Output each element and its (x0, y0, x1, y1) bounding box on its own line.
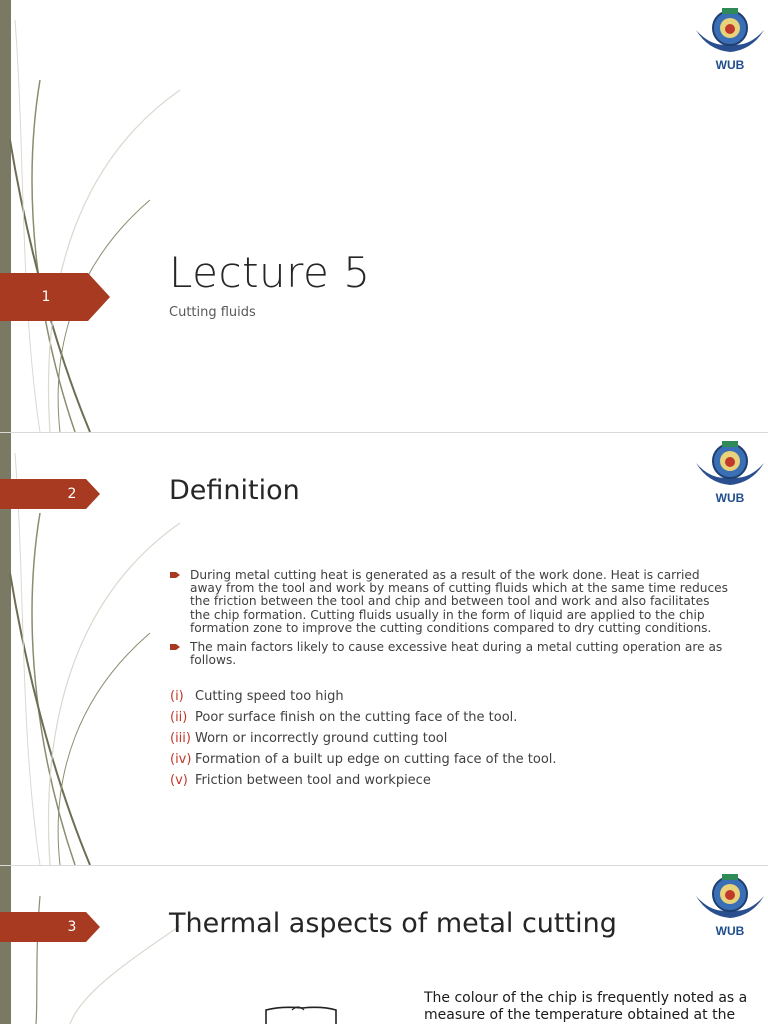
slide-title: Definition (169, 475, 300, 506)
logo-text: WUB (715, 924, 745, 938)
decorative-curves (0, 0, 200, 432)
slide-number: 3 (67, 919, 77, 935)
slide-1 (0, 0, 768, 432)
slide-number: 1 (41, 289, 51, 305)
factor-numeral: (i) (170, 689, 184, 704)
slide-title: Lecture 5 (169, 248, 371, 297)
slide-number-tag (0, 273, 110, 321)
bullet-item (170, 641, 730, 667)
factor-item (170, 749, 730, 770)
slide-number-tag (0, 479, 100, 509)
bullet-list (170, 569, 730, 673)
bullet-text: The main factors likely to cause excessive heat during a metal cutting operation are as follows. (190, 640, 723, 668)
factor-numeral: (iii) (170, 731, 191, 746)
chip-sketch-image (262, 1002, 342, 1024)
factor-text: Worn or incorrectly ground cutting tool (195, 731, 448, 746)
factor-list (170, 686, 730, 791)
factor-text: Poor surface finish on the cutting face of the tool. (195, 710, 518, 725)
slide-number: 2 (67, 486, 77, 502)
slide-title: Thermal aspects of metal cutting (169, 908, 617, 939)
wub-logo (692, 437, 768, 507)
factor-numeral: (iv) (170, 752, 192, 767)
slide-2 (0, 433, 768, 865)
body-paragraph: The colour of the chip is frequently noted as a measure of the temperature obtained at the (424, 990, 748, 1023)
factor-item (170, 707, 730, 728)
factor-text: Cutting speed too high (195, 689, 344, 704)
arrow-bullet-icon (170, 643, 180, 651)
slide-number-tag (0, 912, 100, 942)
factor-numeral: (v) (170, 773, 188, 788)
factor-item (170, 728, 730, 749)
factor-text: Friction between tool and workpiece (195, 773, 431, 788)
bullet-text: During metal cutting heat is generated as a result of the work done. Heat is carried away from the tool and work by means of cutting fluids which at the same time reduces the friction between the tool and chip and between tool and work and also facilitates the chip formation. Cutting fluids usually in the form of liquid are applied to the chip formation zone to improve the cutting conditions compared to dry cutting conditions. (190, 568, 728, 635)
logo-text: WUB (715, 491, 745, 505)
slide-3 (0, 866, 768, 1024)
logo-text: WUB (715, 58, 745, 72)
decorative-curves (0, 866, 200, 1024)
factor-item (170, 686, 730, 707)
factor-text: Formation of a built up edge on cutting face of the tool. (195, 752, 557, 767)
bullet-item (170, 569, 730, 635)
slide-subtitle: Cutting fluids (169, 305, 256, 320)
wub-logo (692, 870, 768, 940)
wub-logo (692, 4, 768, 74)
arrow-bullet-icon (170, 571, 180, 579)
factor-numeral: (ii) (170, 710, 188, 725)
factor-item (170, 770, 730, 791)
